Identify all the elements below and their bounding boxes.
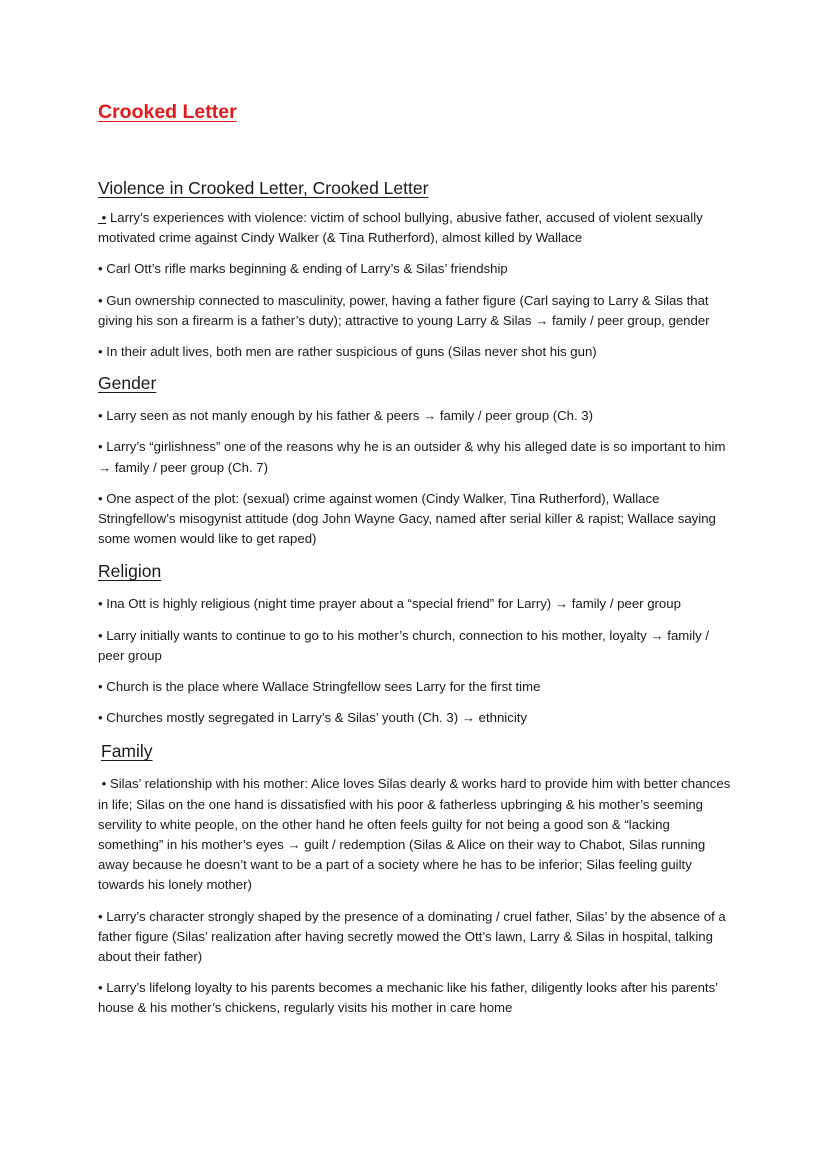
violence-list: [98, 208, 732, 362]
section-family: [98, 740, 732, 1018]
section-heading-gender: Gender: [98, 373, 157, 394]
section-heading-religion: Religion: [98, 561, 162, 582]
section-religion: [98, 560, 732, 728]
bullet-icon: •: [98, 776, 107, 792]
bullet-icon: •: [98, 344, 103, 360]
list-item: • Church is the place where Wallace Stringfellow sees Larry for the first time: [98, 679, 541, 695]
bullet-icon: •: [98, 710, 103, 726]
list-item: • Churches mostly segregated in Larry’s & Silas’ youth (Ch. 3) → ethnicity: [98, 710, 528, 726]
bullet-icon: •: [98, 679, 103, 695]
list-item: • Larry seen as not manly enough by his father & peers → family / peer group (Ch. 3): [98, 408, 594, 424]
bullet-icon: •: [98, 261, 103, 277]
gender-list: [98, 406, 732, 549]
list-item: • Gun ownership connected to masculinity, power, having a father figure (Carl saying to Larry & Silas that giving his son a firearm is a father’s duty); attractive to young Larry & Silas → family / peer group, gender: [98, 292, 710, 328]
bullet-icon: •: [98, 292, 103, 308]
bullet-icon: •: [98, 980, 103, 996]
section-gender: [98, 372, 732, 549]
bullet-icon: •: [98, 627, 103, 643]
list-item: • Silas’ relationship with his mother: Alice loves Silas dearly & works hard to provide him with better chances in life; Silas on the one hand is dissatisfied with his poor & fatherless upbringing & his mother’s seeming servility to white people, on the other hand he often feels guilty for not being a good son & “lacking something” in his mother’s eyes → guilt / redemption (Silas & Alice on their way to Chabot, Silas running away because he doesn’t want to be a part of a society where he has to be inferior; Silas feeling guilty towards his lonely mother): [98, 776, 731, 893]
list-item: • Larry initially wants to continue to go to his mother’s church, connection to his mother, loyalty → family / peer group: [98, 627, 710, 663]
list-item: • One aspect of the plot: (sexual) crime against women (Cindy Walker, Tina Rutherford), Wallace Stringfellow’s misogynist attitude (dog John Wayne Gacy, named after serial killer & rapist; Wallace saying some women would like to get raped): [98, 490, 716, 547]
bullet-icon: •: [98, 210, 107, 225]
bullet-icon: •: [98, 908, 103, 924]
list-item: • Larry’s experiences with violence: victim of school bullying, abusive father, accused of violent sexually motivated crime against Cindy Walker (& Tina Rutherford), almost killed by Wallace: [98, 210, 703, 246]
document-title: Crooked Letter: [98, 101, 237, 123]
list-item: • Larry’s “girlishness” one of the reasons why he is an outsider & why his alleged date is so important to him → family / peer group (Ch. 7): [98, 439, 726, 475]
list-item: • In their adult lives, both men are rather suspicious of guns (Silas never shot his gun): [98, 344, 597, 360]
bullet-icon: •: [98, 596, 103, 612]
list-item: • Carl Ott’s rifle marks beginning & ending of Larry’s & Silas’ friendship: [98, 261, 508, 277]
bullet-icon: •: [98, 439, 103, 455]
section-heading-family: Family: [101, 741, 153, 762]
section-violence: [98, 177, 732, 362]
family-list: [98, 774, 732, 1018]
list-item: • Ina Ott is highly religious (night time prayer about a “special friend” for Larry) → family / peer group: [98, 596, 681, 612]
bullet-icon: •: [98, 408, 103, 424]
list-item: • Larry’s character strongly shaped by the presence of a dominating / cruel father, Silas’ by the absence of a father figure (Silas’ realization after having secretly mowed the Ott’s lawn, Larry & Silas in hospital, talking about their father): [98, 908, 726, 965]
section-heading-violence: Violence in Crooked Letter, Crooked Letter: [98, 178, 429, 198]
bullet-icon: •: [98, 490, 103, 506]
list-item: • Larry’s lifelong loyalty to his parents becomes a mechanic like his father, diligently looks after his parents’ house & his mother’s chickens, regularly visits his mother in care home: [98, 980, 718, 1016]
religion-list: [98, 594, 732, 728]
